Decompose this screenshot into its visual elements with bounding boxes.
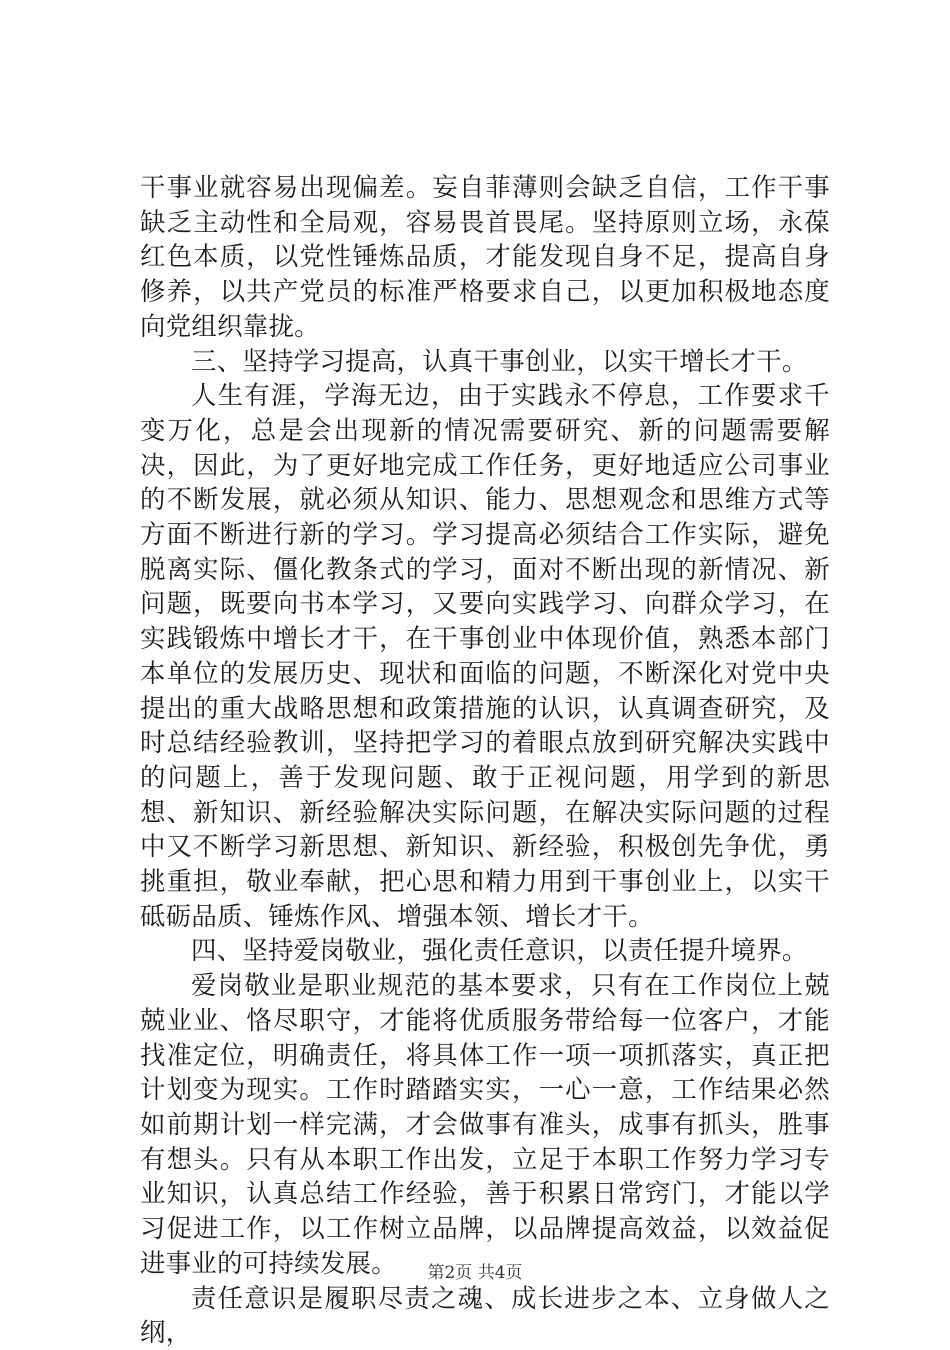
paragraph-responsibility: 责任意识是履职尽责之魂、成长进步之本、立身做人之纲， [140, 1282, 830, 1348]
section-heading-4: 四、坚持爱岗敬业，强化责任意识，以责任提升境界。 [191, 935, 808, 966]
document-body [140, 170, 830, 1350]
paragraph-dedication: 爱岗敬业是职业规范的基本要求，只有在工作岗位上兢兢业业、恪尽职守，才能将优质服务带给每一位客户，才能找准定位，明确责任，将具体工作一项一项抓落实，真正把计划变为现实。工作时踏踏实实，一心一意，工作结果必然如前期计划一样完满，才会做事有准头，成事有抓头，胜事有想头。只有从本职工作出发，立足于本职工作努力学习专业知识，认真总结工作经验，善于积累日常窍门，才能以学习促进工作，以工作树立品牌，以品牌提高效益，以效益促进事业的可持续发展。 [140, 970, 830, 1278]
page-number: 第2页 共4页 [427, 1263, 523, 1283]
section-heading-3: 三、坚持学习提高，认真干事创业，以实干增长才干。 [191, 345, 808, 376]
paragraph-study: 人生有涯，学海无边，由于实践永不停息，工作要求千变万化，总是会出现新的情况需要研究、新的问题需要解决，因此，为了更好地完成工作任务，更好地适应公司事业的不断发展，就必须从知识、能力、思想观念和思维方式等方面不断进行新的学习。学习提高必须结合工作实际，避免脱离实际、僵化教条式的学习，面对不断出现的新情况、新问题，既要向书本学习，又要向实践学习、向群众学习，在实践锻炼中增长才干，在干事创业中体现价值，熟悉本部门本单位的发展历史、现状和面临的问题，不断深化对党中央提出的重大战略思想和政策措施的认识，认真调查研究，及时总结经验教训，坚持把学习的着眼点放到研究解决实践中的问题上，善于发现问题、敢于正视问题，用学到的新思想、新知识、新经验解决实际问题，在解决实际问题的过程中又不断学习新思想、新知识、新经验，积极创先争优，勇挑重担，敬业奉献，把心思和精力用到干事创业上，以实干砥砺品质、锤炼作风、增强本领、增长才干。 [140, 380, 830, 931]
page-footer [0, 1258, 950, 1283]
paragraph-continuation: 干事业就容易出现偏差。妄自菲薄则会缺乏自信，工作干事缺乏主动性和全局观，容易畏首畏尾。坚持原则立场，永葆红色本质，以党性锤炼品质，才能发现自身不足，提高自身修养，以共产党员的标准严格要求自己，以更加积极地态度向党组织靠拢。 [140, 172, 830, 341]
